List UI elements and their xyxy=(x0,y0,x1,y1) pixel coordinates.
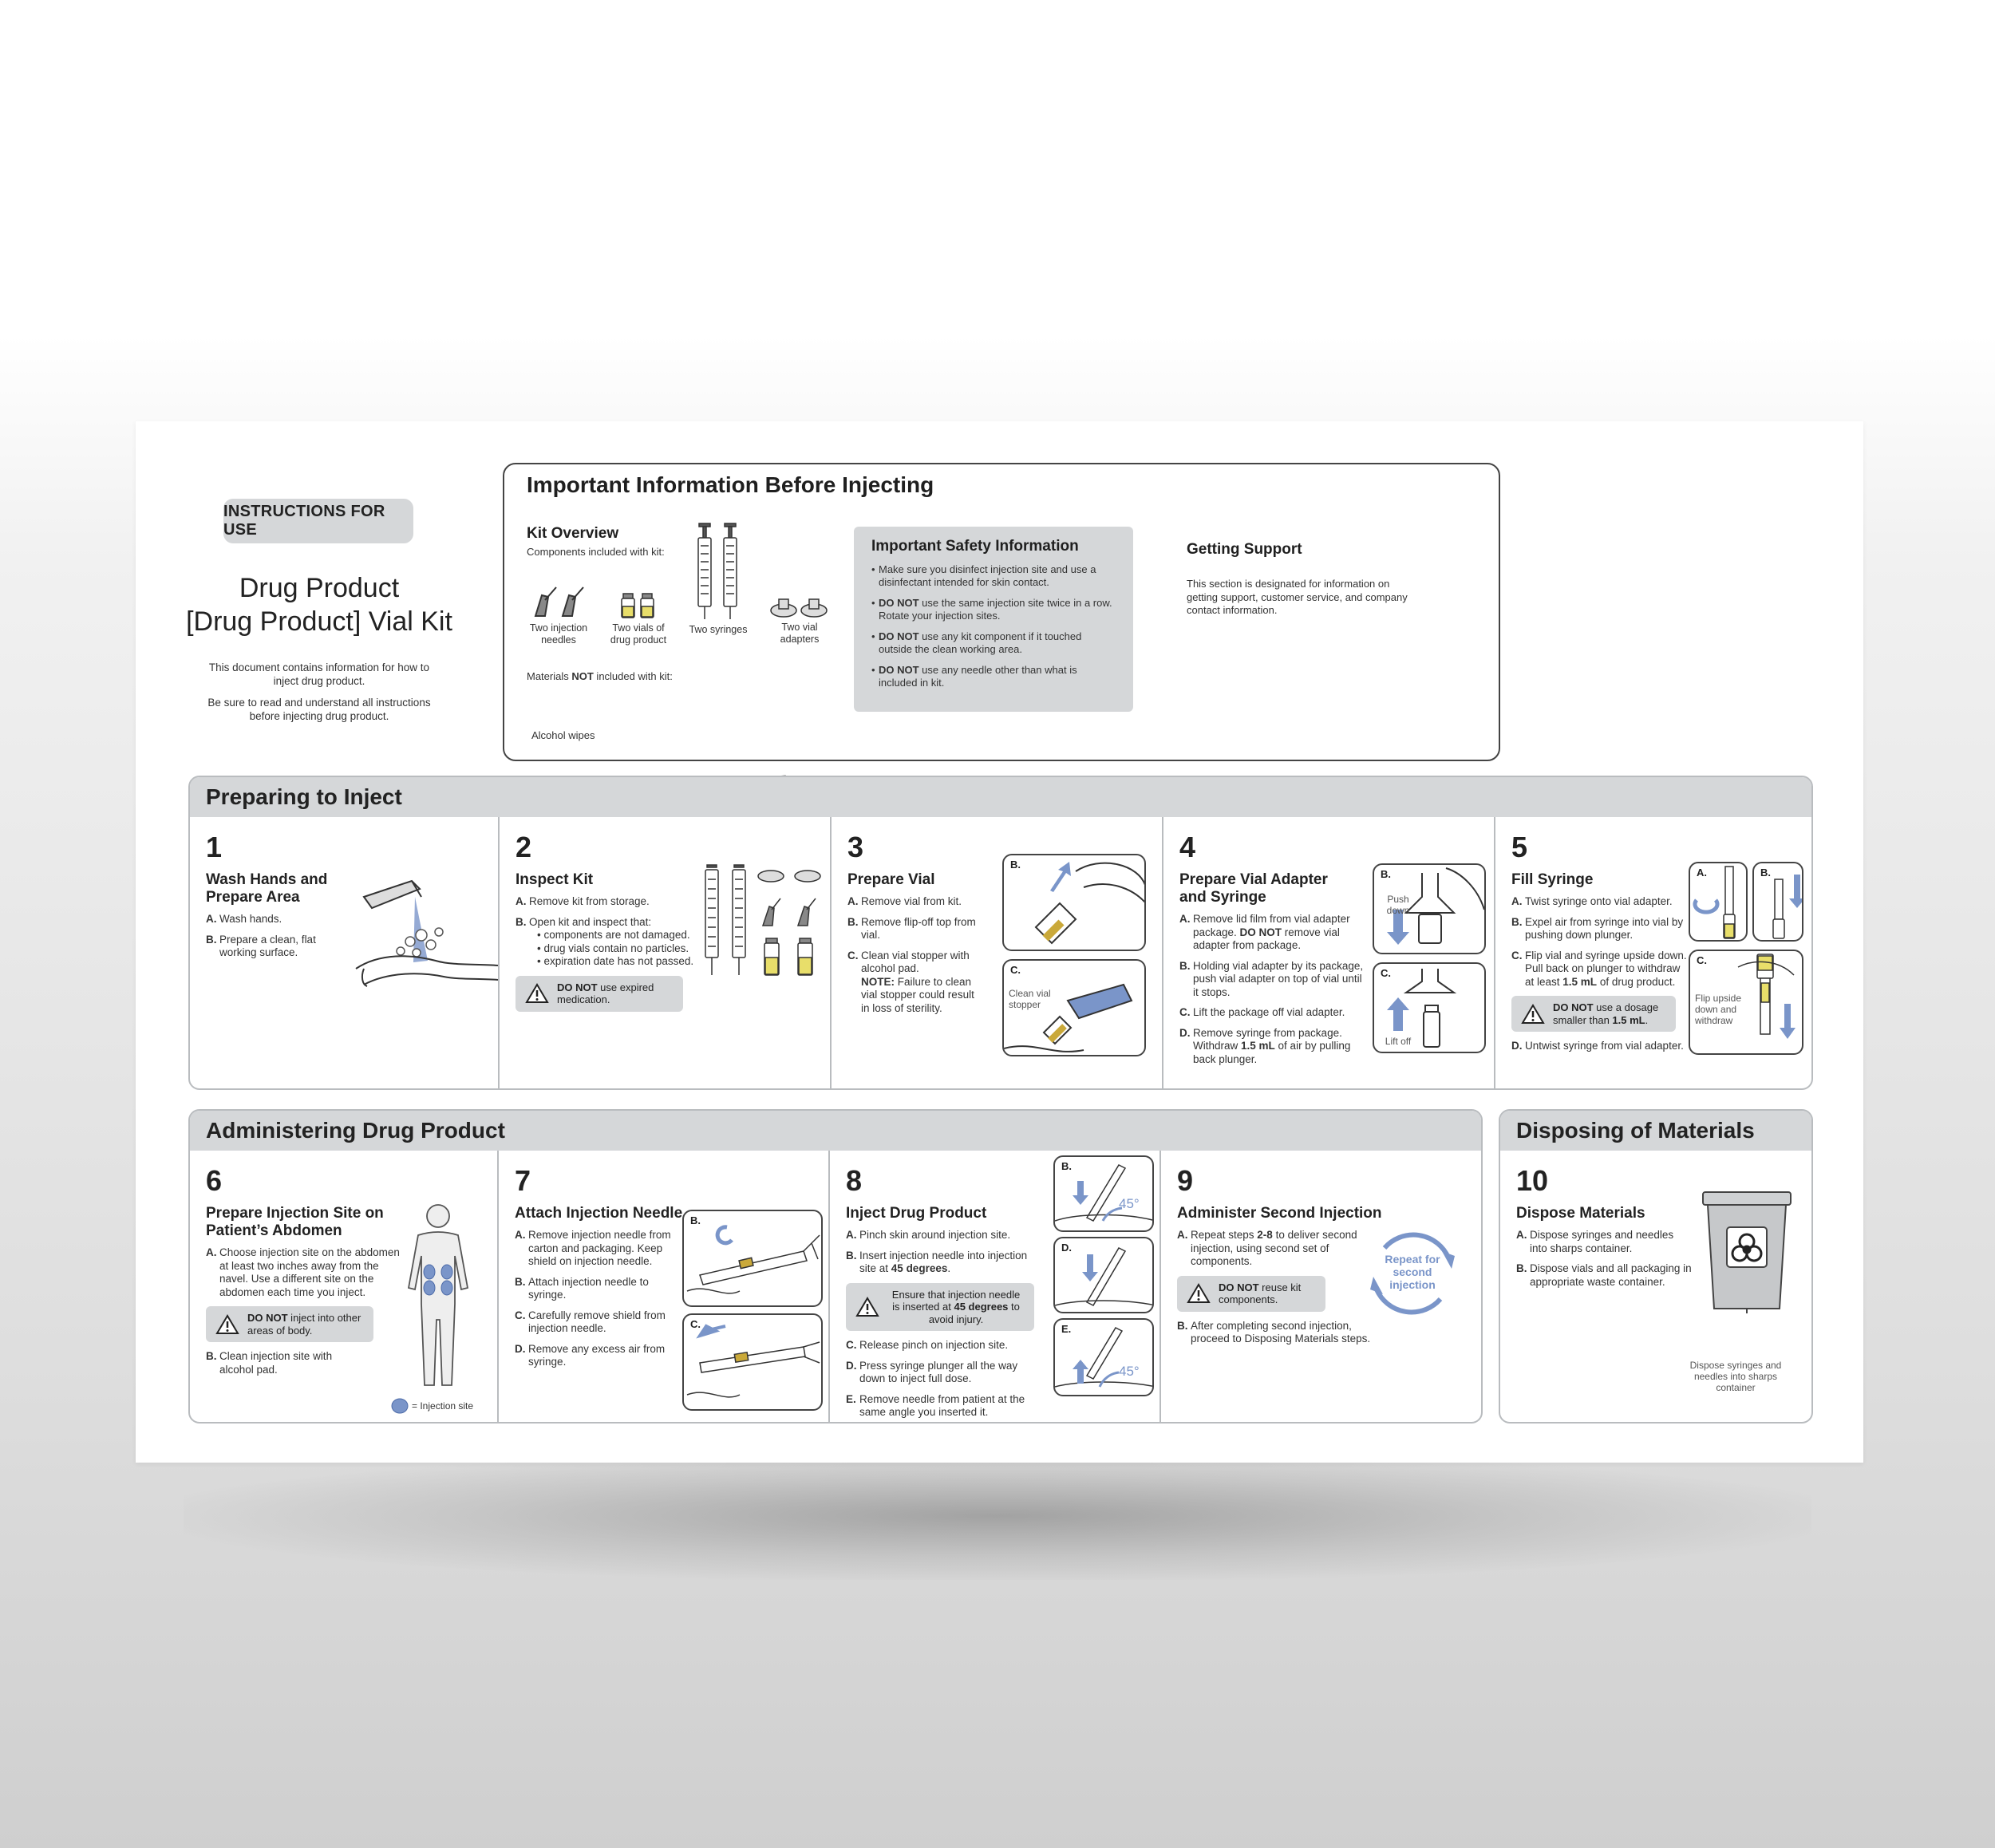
step-item: A. Repeat steps 2-8 to deliver second injection, using second set of components. xyxy=(1176,1229,1357,1267)
item-text: After completing second injection, proceed to Disposing Materials steps. xyxy=(1190,1319,1371,1345)
step-number: 3 xyxy=(847,831,864,863)
illustration-frame-c: C. xyxy=(682,1313,823,1411)
step-title: Prepare Vial Adapter and Syringe xyxy=(1179,871,1328,906)
step-5 xyxy=(1495,817,1811,1088)
kit-item-vials xyxy=(606,592,670,646)
angle-label: 45° xyxy=(1119,1196,1140,1211)
illustration-frame-d: D. xyxy=(1053,1237,1154,1313)
kit-contents-illustration xyxy=(701,862,828,981)
step-number: 5 xyxy=(1511,831,1528,863)
intro-paragraph-2: Be sure to read and understand all instructions before injecting drug product. xyxy=(207,697,431,722)
step-6 xyxy=(190,1151,499,1422)
administering-panel xyxy=(188,1109,1483,1424)
sub-item: • drug vials contain no particles. xyxy=(537,942,689,954)
kit-item-label: Two syringes xyxy=(689,624,748,635)
step-item: D. Press syringe plunger all the way down to inject full dose. xyxy=(846,1359,1018,1384)
step-item: C. Release pinch on injection site. xyxy=(846,1339,1009,1351)
step-4 xyxy=(1163,817,1495,1088)
step-number: 7 xyxy=(515,1164,531,1197)
step-title: Administer Second Injection xyxy=(1176,1205,1382,1222)
kit-item-label: Two vial adapters xyxy=(780,622,820,645)
illustration-frame-b: B. 45° xyxy=(1053,1155,1154,1232)
repeat-cycle-graphic xyxy=(1362,1224,1463,1323)
volume: 1.5 mL xyxy=(1241,1040,1275,1052)
step-title: Prepare Injection Site on Patient’s Abdomen xyxy=(206,1205,384,1239)
needle-icon xyxy=(527,584,591,619)
step-item: E. Remove needle from patient at the same angle you inserted it. xyxy=(846,1392,1025,1418)
illustration-frame-b: B. Push down xyxy=(1373,863,1486,954)
step-title: Wash Hands and Prepare Area xyxy=(206,871,328,906)
materials-not-included xyxy=(527,670,673,682)
step-range: 2-8 xyxy=(1257,1229,1273,1241)
item-text: Insert injection needle into injection site at xyxy=(859,1249,1028,1274)
materials-not: NOT xyxy=(571,670,594,682)
warning-text: DO NOT reuse kit components. xyxy=(1218,1281,1302,1305)
angle-text: 45 degrees xyxy=(891,1262,948,1274)
note-label: NOTE: xyxy=(861,975,895,988)
step-7 xyxy=(499,1151,830,1422)
do-not: DO NOT xyxy=(879,630,919,642)
item-text: Twist syringe onto vial adapter. xyxy=(1525,895,1673,907)
item-text: Remove lid film from vial adapter package. xyxy=(1193,913,1350,938)
step-1 xyxy=(190,817,500,1088)
legend-text: = Injection site xyxy=(412,1400,474,1412)
item-text: Prepare a clean, flat working surface. xyxy=(219,933,316,958)
item-text: of air by pulling back plunger. xyxy=(1193,1040,1351,1065)
vial-icon xyxy=(606,592,670,619)
instruction-sheet xyxy=(136,421,1863,1463)
step-item: A. Remove vial from kit. xyxy=(847,895,962,907)
item-text: Clean injection site with alcohol pad. xyxy=(219,1350,333,1376)
item-text: Remove flip-off top from vial. xyxy=(861,915,976,941)
item-text: Attach injection needle to syringe. xyxy=(528,1275,649,1301)
item-text: Remove kit from storage. xyxy=(529,895,650,907)
item-text: Remove vial from kit. xyxy=(861,895,962,907)
item-text: to deliver second injection, using second set of components. xyxy=(1190,1229,1357,1267)
lift-off-caption: Lift off xyxy=(1385,1036,1412,1047)
kit-item-label: Two injection needles xyxy=(529,622,588,646)
warning-icon xyxy=(525,983,549,1004)
step-title: Inject Drug Product xyxy=(846,1205,987,1222)
step-item: C. Lift the package off vial adapter. xyxy=(1179,1006,1345,1018)
step-number: 4 xyxy=(1179,831,1196,863)
illustration-frame-b: B. xyxy=(682,1210,823,1307)
sub-item: • expiration date has not passed. xyxy=(537,955,694,967)
step-title: Inspect Kit xyxy=(516,871,594,888)
volume: 1.5 mL xyxy=(1562,975,1598,988)
item-text: . xyxy=(947,1262,951,1274)
step-item: B. Clean injection site with alcohol pad. xyxy=(206,1350,333,1376)
step-title: Prepare Vial xyxy=(847,871,935,888)
item-text: Open kit and inspect that: xyxy=(529,915,652,928)
illustration-frame-b: B. xyxy=(1752,862,1803,942)
step-number: 8 xyxy=(846,1164,863,1197)
item-text: Expel air from syringe into vial by pushing down plunger. xyxy=(1525,915,1684,941)
step-item: D. Remove any excess air from syringe. xyxy=(515,1342,666,1368)
warning-text: Ensure that injection needle is inserted at 45 degrees to avoid injury. xyxy=(891,1288,1021,1325)
item-text: Remove any excess air from syringe. xyxy=(528,1342,666,1368)
step-3 xyxy=(832,817,1163,1088)
illustration-frame-c: C. Clean vial stopper xyxy=(1002,959,1146,1056)
item-text: Dispose syringes and needles into sharps container. xyxy=(1530,1229,1674,1254)
sub-item: • components are not damaged. xyxy=(537,929,690,941)
step-number: 6 xyxy=(206,1164,223,1197)
preparing-panel xyxy=(188,776,1813,1090)
document-title xyxy=(168,571,471,638)
angle-label: 45° xyxy=(1119,1364,1140,1379)
safety-item: • Make sure you disinfect injection site and use a disinfectant intended for skin contact. xyxy=(871,563,1116,589)
step-item: A. Wash hands. xyxy=(206,913,282,925)
item-text: Untwist syringe from vial adapter. xyxy=(1525,1040,1684,1052)
warning-box xyxy=(846,1283,1034,1332)
step-number: 2 xyxy=(516,831,532,863)
important-info-title: Important Information Before Injecting xyxy=(527,472,934,497)
kit-overview-title: Kit Overview xyxy=(527,525,619,542)
step-number: 10 xyxy=(1516,1164,1549,1197)
disposing-panel xyxy=(1499,1109,1813,1424)
step-item: B. Remove flip-off top from vial. xyxy=(847,915,976,941)
safety-title: Important Safety Information xyxy=(871,538,1079,555)
warning-icon xyxy=(1521,1004,1545,1025)
warning-icon xyxy=(215,1314,239,1335)
body-diagram xyxy=(394,1200,482,1392)
flip-caption: Flip upside down and withdraw xyxy=(1695,993,1742,1026)
item-text: of drug product. xyxy=(1597,975,1676,988)
syringe-icon xyxy=(686,522,750,621)
item-text: Holding vial adapter by its package, push vial adapter on top of vial until it stops. xyxy=(1193,959,1364,998)
note-text: Failure to clean vial stopper could result in loss of sterility. xyxy=(861,975,974,1014)
step-item: B. Prepare a clean, flat working surface. xyxy=(206,933,316,958)
illustration-frame-c: C. Lift off xyxy=(1373,962,1486,1053)
step-item: D. Remove syringe from package. Withdraw 1.5 mL of air by pulling back plunger. xyxy=(1179,1026,1351,1065)
step-item: B. Dispose vials and all packaging in appropriate waste container. xyxy=(1516,1262,1692,1288)
intro-paragraph-1: This document contains information for how to inject drug product. xyxy=(208,661,430,687)
item-text: remove vial adapter from package. xyxy=(1193,926,1340,951)
step-item: A. Remove injection needle from carton and packaging. Keep shield on injection needle. xyxy=(515,1229,671,1267)
step-item: C. Carefully remove shield from injection needle. xyxy=(515,1309,666,1334)
safety-item xyxy=(871,664,1116,689)
kit-overview-subtitle: Components included with kit: xyxy=(527,546,665,558)
illustration-frame-e: E. 45° xyxy=(1053,1318,1154,1396)
step-item: B. Open kit and inspect that: • components are not damaged. • drug vials contain no particles. • expiration date has not passed. xyxy=(516,916,707,969)
safety-text: use any needle other than what is included in kit. xyxy=(879,664,1077,689)
safety-info-box xyxy=(854,527,1133,712)
clean-stopper-caption: Clean vial stopper xyxy=(1009,988,1051,1010)
step-item: A. Dispose syringes and needles into sharps container. xyxy=(1516,1229,1674,1254)
intro-text xyxy=(207,661,431,731)
wash-hands-illustration xyxy=(348,865,500,1001)
step-item: B. Holding vial adapter by its package, push vial adapter on top of vial until it stops. xyxy=(1179,959,1364,998)
step-item: B. Expel air from syringe into vial by pushing down plunger. xyxy=(1511,915,1684,941)
step-item: D. Untwist syringe from vial adapter. xyxy=(1511,1040,1684,1052)
step-8 xyxy=(830,1151,1161,1422)
title-line-2: [Drug Product] Vial Kit xyxy=(186,606,452,637)
item-text: Repeat steps xyxy=(1190,1229,1258,1241)
item-text: Choose injection site on the abdomen at least two inches away from the navel. Use a different site on the abdomen each time you inject. xyxy=(219,1246,400,1298)
item-text: Remove needle from patient at the same angle you inserted it. xyxy=(859,1392,1025,1418)
step-item: B. After completing second injection, proceed to Disposing Materials steps. xyxy=(1176,1319,1371,1345)
repeat-label: Repeat for second injection xyxy=(1385,1253,1440,1291)
item-text: Remove syringe from package. Withdraw xyxy=(1193,1026,1342,1052)
item-text: Pinch skin around injection site. xyxy=(859,1229,1011,1241)
support-title: Getting Support xyxy=(1187,541,1302,558)
illustration-frame-b: B. xyxy=(1002,854,1146,951)
kit-item-adapters xyxy=(768,596,832,646)
push-down-caption: Push down xyxy=(1386,894,1410,916)
do-not: DO NOT xyxy=(1239,926,1282,938)
step-item: A. Twist syringe onto vial adapter. xyxy=(1511,895,1673,907)
injection-site-icon xyxy=(391,1398,409,1414)
warning-box xyxy=(1177,1276,1325,1312)
step-item: A. Remove kit from storage. xyxy=(516,895,650,907)
sharps-caption: Dispose syringes and needles into sharps container xyxy=(1689,1360,1782,1393)
safety-item xyxy=(871,597,1116,622)
item-text: Flip vial and syringe upside down. Pull back on plunger to withdraw at least xyxy=(1525,949,1687,988)
illustration-frame-c: C. Flip upside down and withdraw xyxy=(1689,950,1803,1055)
item-text: Carefully remove shield from injection needle. xyxy=(528,1309,666,1334)
preparing-header: Preparing to Inject xyxy=(190,777,1811,817)
step-item: A. Choose injection site on the abdomen at least two inches away from the navel. Use a different site on the abdomen each time you inject. xyxy=(206,1246,400,1298)
safety-item xyxy=(871,630,1116,656)
injection-site-legend xyxy=(391,1398,473,1414)
item-text: Release pinch on injection site. xyxy=(859,1339,1009,1351)
safety-text: use the same injection site twice in a row. Rotate your injection sites. xyxy=(879,597,1112,622)
title-line-1: Drug Product xyxy=(239,573,400,603)
step-9 xyxy=(1161,1151,1481,1422)
important-info-box xyxy=(503,463,1500,761)
vial-adapter-icon xyxy=(768,596,832,618)
step-item: C. Clean vial stopper with alcohol pad. NOTE: Failure to clean vial stopper could result in loss of sterility. xyxy=(847,949,974,1014)
illustration-frame-a: A. xyxy=(1689,862,1748,942)
alcohol-wipes-label: Alcohol wipes xyxy=(531,729,595,741)
administering-header: Administering Drug Product xyxy=(190,1111,1481,1151)
ifu-badge: INSTRUCTIONS FOR USE xyxy=(223,499,413,543)
step-title: Dispose Materials xyxy=(1516,1205,1645,1222)
step-number: 9 xyxy=(1176,1164,1194,1197)
do-not: DO NOT xyxy=(879,597,919,609)
kit-item-label: Two vials of drug product xyxy=(610,622,667,646)
item-text: Clean vial stopper with alcohol pad. xyxy=(861,949,970,974)
warning-box xyxy=(206,1306,373,1342)
step-number: 1 xyxy=(206,831,223,863)
warning-icon xyxy=(1187,1283,1211,1304)
warning-box xyxy=(516,976,683,1012)
materials-prefix: Materials xyxy=(527,670,572,682)
materials-suffix: included with kit: xyxy=(593,670,673,682)
warning-text: DO NOT use a dosage smaller than 1.5 mL. xyxy=(1553,1001,1659,1026)
warning-text: DO NOT use expired medication. xyxy=(557,981,654,1005)
warning-text: DO NOT inject into other areas of body. xyxy=(247,1312,361,1337)
step-title: Fill Syringe xyxy=(1511,871,1594,888)
getting-support xyxy=(1187,541,1410,618)
step-2 xyxy=(500,817,832,1088)
do-not: DO NOT xyxy=(879,664,919,676)
page-shadow xyxy=(184,1452,1811,1580)
step-item: A. Pinch skin around injection site. xyxy=(846,1229,1011,1241)
step-10 xyxy=(1500,1151,1811,1422)
step-item: C. Flip vial and syringe upside down. Pull back on plunger to withdraw at least 1.5 mL of drug product. xyxy=(1511,949,1687,988)
kit-item-syringes xyxy=(686,522,750,636)
warning-icon xyxy=(855,1297,879,1317)
support-text: This section is designated for information on getting support, customer service, and company contact information. xyxy=(1187,578,1408,616)
disposing-header: Disposing of Materials xyxy=(1500,1111,1811,1151)
kit-item-needles xyxy=(527,584,591,646)
step-item: B. Attach injection needle to syringe. xyxy=(515,1275,649,1301)
step-item: A. Remove lid film from vial adapter package. DO NOT remove vial adapter from package. xyxy=(1179,913,1350,951)
step-item: B. Insert injection needle into injection site at 45 degrees. xyxy=(846,1249,1028,1274)
item-text: Dispose vials and all packaging in appropriate waste container. xyxy=(1530,1262,1692,1288)
warning-box xyxy=(1511,996,1676,1032)
item-text: Remove injection needle from carton and packaging. Keep shield on injection needle. xyxy=(528,1229,671,1267)
item-text: Lift the package off vial adapter. xyxy=(1193,1006,1345,1018)
safety-text: use any kit component if it touched outside the clean working area. xyxy=(879,630,1082,655)
item-text: Wash hands. xyxy=(219,913,282,925)
safety-list xyxy=(871,563,1116,689)
step-title: Attach Injection Needle xyxy=(515,1205,683,1222)
item-text: Press syringe plunger all the way down to inject full dose. xyxy=(859,1359,1018,1384)
sharps-container-icon xyxy=(1700,1189,1794,1313)
